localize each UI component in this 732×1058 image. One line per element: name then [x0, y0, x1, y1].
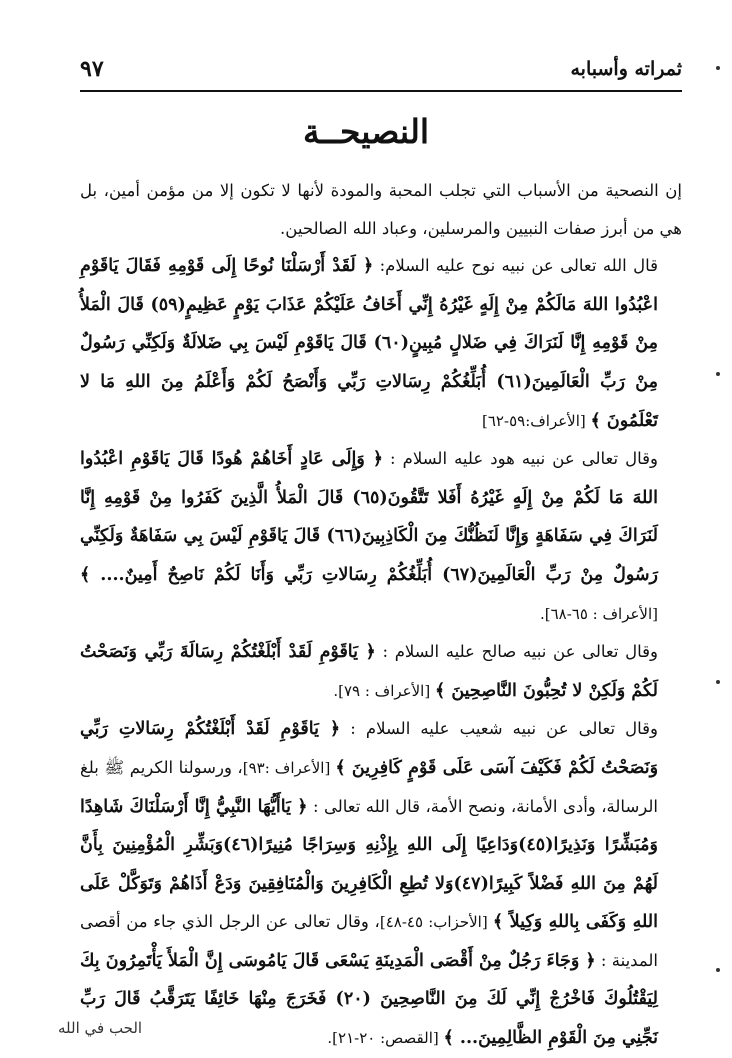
paragraph-text: وقال تعالى عن نبيه هود عليه السلام :	[383, 449, 658, 469]
paragraph	[80, 247, 682, 440]
paragraph-text: وقال تعالى عن نبيه شعيب عليه السلام :	[340, 719, 658, 739]
footer-title: الحب في الله	[58, 1019, 143, 1037]
page-header	[80, 56, 682, 92]
paragraph-text: ، ورسولنا الكريم ﷺ بلغ الرسالة، وأدى الأمانة، ونصح الأمة، قال الله تعالى :	[80, 757, 658, 816]
running-title: ثمراته وأسبابه	[570, 58, 682, 80]
page-number: ٩٧	[80, 56, 104, 82]
section-title: النصيحــة	[302, 112, 430, 151]
paragraph	[80, 710, 682, 1057]
paragraph	[80, 440, 682, 633]
paragraph-text: وقال تعالى عن نبيه صالح عليه السلام :	[375, 642, 658, 662]
paragraph-text: إن النصحية من الأسباب التي تجلب المحبة والمودة لأنها لا تكون إلا من مؤمن أمين، بل هي من أبرز صفات النبيين والمرسلين، وعباد الله الصالحين.	[80, 181, 682, 238]
paragraph-text: ، وقال تعالى عن الرجل الذي جاء من أقصى المدينة :	[80, 912, 658, 970]
edge-mark	[716, 372, 720, 376]
paragraph	[80, 172, 682, 247]
edge-mark	[716, 968, 720, 972]
verse-reference: [الأعراف : ٦٥-٦٨].	[539, 604, 658, 623]
paragraph-text: قال الله تعالى عن نبيه نوح عليه السلام:	[373, 256, 659, 276]
verse-reference: [الأعراف :٩٣]	[242, 758, 336, 777]
verse-reference: [القصص: ٢٠-٢١].	[327, 1029, 444, 1048]
quran-verse: ﴿ وَجَاءَ رَجُلٌ مِنْ أَقْصَى الْمَدِينَةِ يَسْعَى قَالَ يَامُوسَى إِنَّ الْمَلأَ يَأْتَمِرُونَ بِكَ لِيَقْتُلُوكَ فَاخْرُجْ إِنِّي لَكَ مِنَ النَّاصِحِينَ (٢٠) فَخَرَجَ مِنْهَا خَائِفًا يَتَرَقَّبُ قَالَ رَبِّ نَجِّنِي مِنَ الْقَوْمِ الظَّالِمِينَ... ﴾	[80, 950, 658, 1049]
body-text	[80, 172, 682, 1058]
quran-verse: ﴿ يَاقَوْمِ لَقَدْ أَبْلَغْتُكُمْ رِسَالاتِ رَبِّي وَنَصَحْتُ لَكُمْ فَكَيْفَ آسَى عَلَى قَوْمٍ كَافِرِينَ ﴾	[80, 719, 659, 778]
edge-mark	[716, 66, 720, 70]
quran-verse: ﴿ لَقَدْ أَرْسَلْنَا نُوحًا إِلَى قَوْمِهِ فَقَالَ يَاقَوْمِ اعْبُدُوا اللهَ مَالَكُمْ مِنْ إِلَهٍ غَيْرُهُ إِنِّي أَخَافُ عَلَيْكُمْ عَذَابَ يَوْمٍ عَظِيمٍ(٥٩) قَالَ الْمَلأُ مِنْ قَوْمِهِ إِنَّا لَنَرَاكَ فِي ضَلالٍ مُبِينٍ(٦٠) قَالَ يَاقَوْمِ لَيْسَ بِي ضَلالَةٌ وَلَكِنِّي رَسُولٌ مِنْ رَبِّ الْعَالَمِينَ(٦١) أُبَلِّغُكُمْ رِسَالاتِ رَبِّي وَأَنْصَحُ لَكُمْ وَأَعْلَمُ مِنَ اللهِ مَا لا تَعْلَمُونَ ﴾	[80, 256, 658, 431]
edge-mark	[716, 680, 720, 684]
quran-verse: ﴿ يَاقَوْمِ لَقَدْ أَبْلَغْتُكُمْ رِسَالَةَ رَبِّي وَنَصَحْتُ لَكُمْ وَلَكِنْ لا تُحِبُّونَ النَّاصِحِينَ ﴾	[80, 642, 658, 701]
paragraph	[80, 633, 682, 710]
verse-reference: [الأحزاب: ٤٥-٤٨]	[379, 913, 493, 932]
verse-reference: [الأعراف:٥٩-٦٢]	[482, 411, 591, 430]
verse-reference: [الأعراف : ٧٩].	[333, 681, 435, 700]
quran-verse: ﴿ يَاأَيُّهَا النَّبِيُّ إِنَّا أَرْسَلْنَاكَ شَاهِدًا وَمُبَشِّرًا وَنَذِيرًا(٤٥)وَدَاعِيًا إِلَى اللهِ بِإِذْنِهِ وَسِرَاجًا مُنِيرًا(٤٦)وَبَشِّرِ الْمُؤْمِنِينَ بِأَنَّ لَهُمْ مِنَ اللهِ فَضْلاً كَبِيرًا(٤٧)وَلا تُطِعِ الْكَافِرِينَ وَالْمُنَافِقِينَ وَدَعْ أَذَاهُمْ وَتَوَكَّلْ عَلَى اللهِ وَكَفَى بِاللهِ وَكِيلاً ﴾	[80, 796, 658, 933]
quran-verse: ﴿ وَإِلَى عَادٍ أَخَاهُمْ هُودًا قَالَ يَاقَوْمِ اعْبُدُوا اللهَ مَا لَكُمْ مِنْ إِلَهٍ غَيْرُهُ أَفَلا تَتَّقُونَ(٦٥) قَالَ الْمَلأُ الَّذِينَ كَفَرُوا مِنْ قَوْمِهِ إِنَّا لَنَرَاكَ فِي سَفَاهَةٍ وَإِنَّا لَنَظُنُّكَ مِنَ الْكَاذِبِينَ(٦٦) قَالَ يَاقَوْمِ لَيْسَ بِي سَفَاهَةٌ وَلَكِنِّي رَسُولٌ مِنْ رَبِّ الْعَالَمِينَ(٦٧) أُبَلِّغُكُمْ رِسَالاتِ رَبِّي وَأَنَا لَكُمْ نَاصِحٌ أَمِينٌ.... ﴾	[80, 449, 658, 585]
